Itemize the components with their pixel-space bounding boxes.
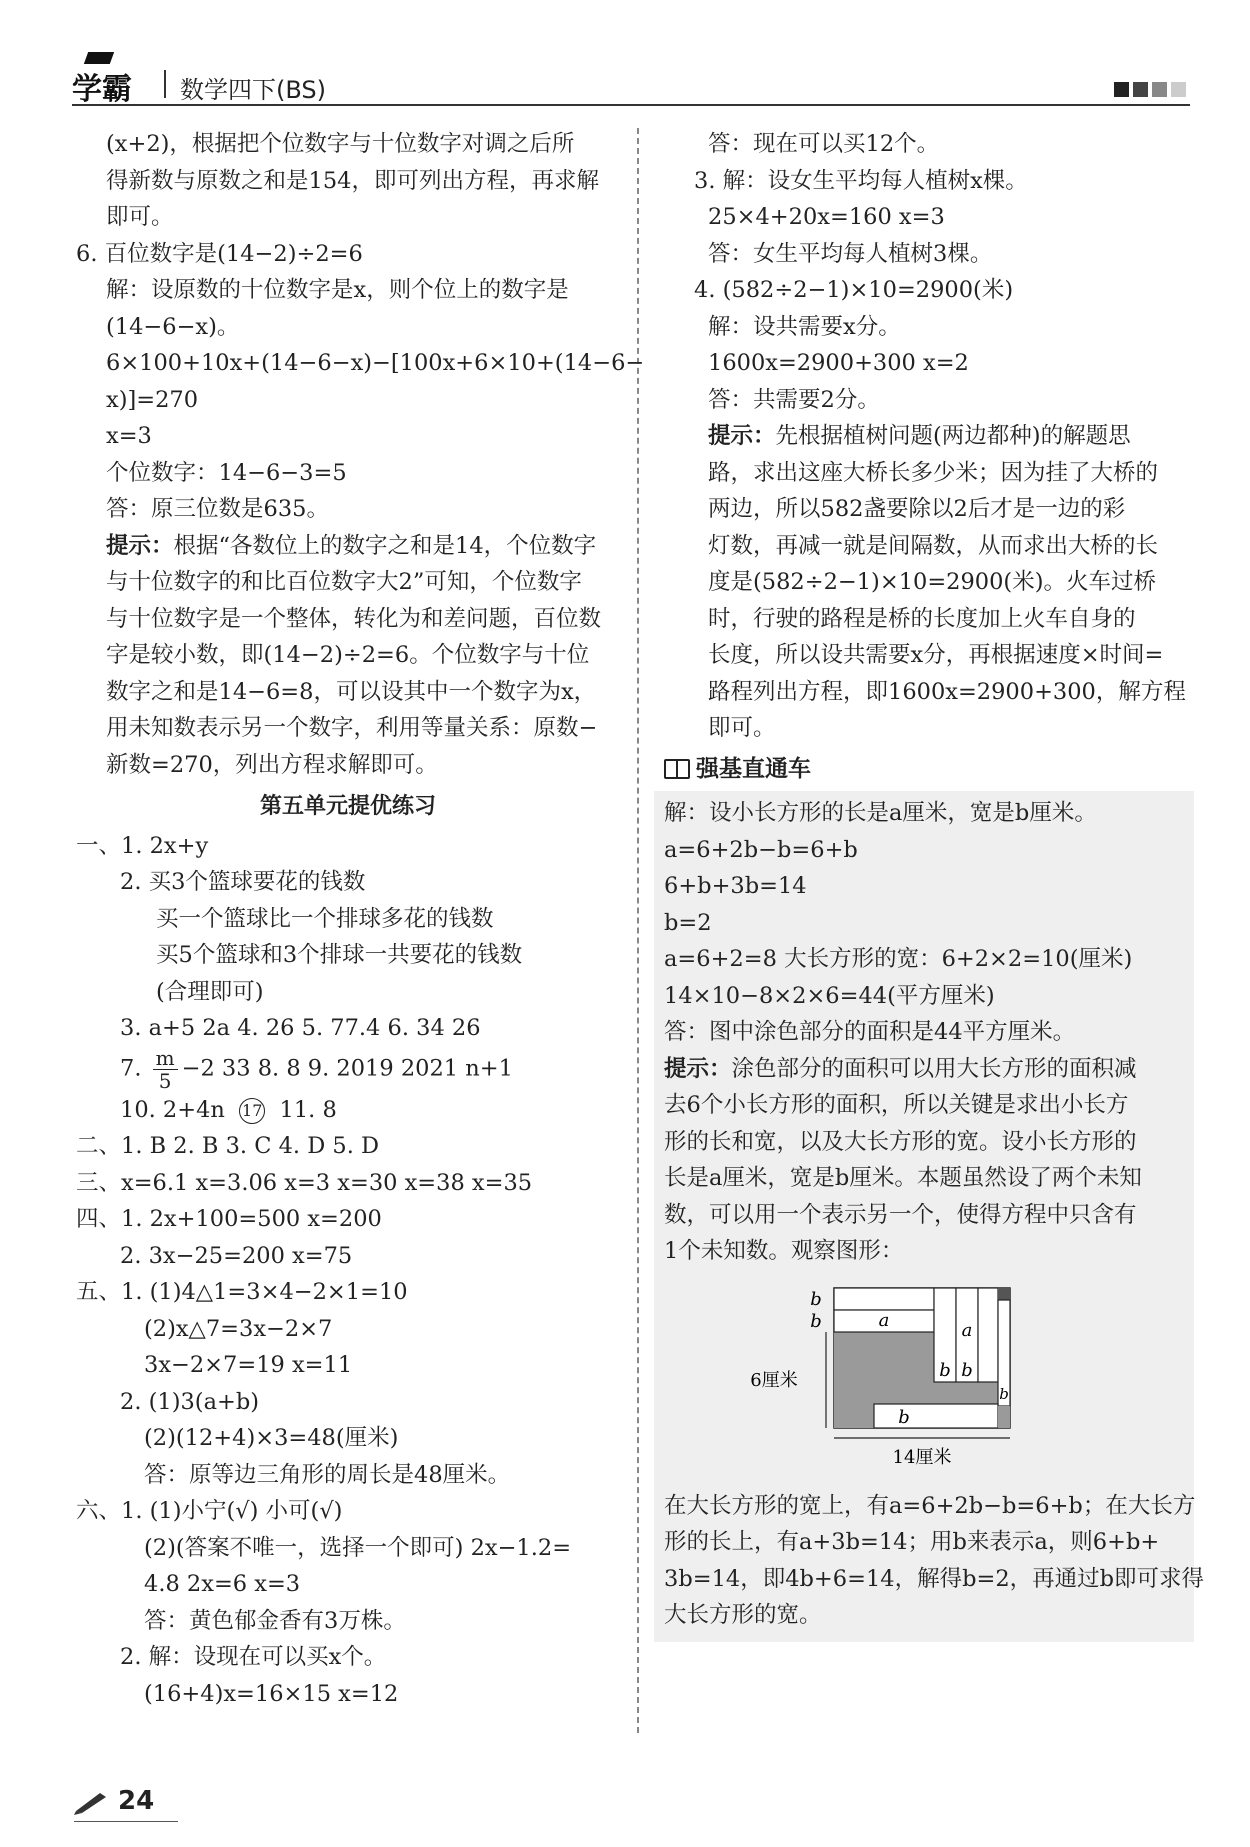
label-a-2: a	[961, 1319, 973, 1341]
tip-line: 形的长和宽，以及大长方形的宽。设小长方形的	[664, 1128, 1137, 1155]
answer-line: 解：设原数的十位数字是x，则个位上的数字是	[106, 277, 569, 303]
page-footer	[74, 1783, 184, 1823]
answer-line: 六、1. (1)小宁(√) 小可(√)	[76, 1498, 343, 1524]
answer-line: 6. 百位数字是(14−2)÷2=6	[76, 240, 363, 267]
header-square	[1114, 82, 1129, 97]
answer-line: 3. a+5 2a 4. 26 5. 77.4 6. 34 26	[120, 1015, 481, 1041]
answer-line: x)]=270	[106, 386, 199, 413]
answer-line: 解：设共需要x分。	[708, 313, 901, 340]
answer-line: (16+4)x=16×15 x=12	[144, 1680, 399, 1707]
rectangle-diagram	[664, 1278, 1184, 1478]
unit-section-title: 第五单元提优练习	[259, 794, 436, 819]
answer-line: 答：现在可以买12个。	[708, 131, 940, 157]
challenge-panel	[654, 791, 1205, 1642]
panel-solution-lines	[664, 795, 1184, 1051]
page-number: 24	[118, 1786, 155, 1816]
fraction: $\frac{m}{5}$	[153, 1047, 178, 1092]
logo: 学霸	[72, 72, 132, 107]
graduation-cap-icon	[84, 52, 114, 64]
solution-line: b=2	[664, 909, 712, 936]
answer-q10: 10. 2+4n 17 11. 8	[120, 1096, 337, 1123]
solution-line: 14×10−8×2×6=44(平方厘米)	[664, 982, 995, 1009]
tip-line: 时，行驶的路程是桥的长度加上火车自身的	[708, 605, 1136, 632]
answer-line: (合理即可)	[156, 978, 264, 1005]
header-separator	[164, 70, 166, 98]
answer-line: 四、1. 2x+100=500 x=200	[76, 1206, 382, 1232]
answer-line: 2. 3x−25=200 x=75	[120, 1242, 353, 1269]
page-header	[72, 62, 1190, 106]
answer-line: 二、1. B 2. B 3. C 4. D 5. D	[76, 1133, 380, 1159]
right-answer-lines	[664, 126, 1194, 418]
answer-line: (2)x△7=3x−2×7	[144, 1315, 333, 1342]
left-answer-lines	[76, 126, 645, 528]
explanation-line: 在大长方形的宽上，有a=6+2b−b=6+b；在大长方	[664, 1492, 1196, 1519]
left-tip	[76, 528, 620, 565]
header-square	[1171, 82, 1186, 97]
tip-line: 路程列出方程，即1600x=2900+300，解方程	[708, 678, 1186, 705]
header-square	[1133, 82, 1148, 97]
answer-line: 答：原等边三角形的周长是48厘米。	[144, 1461, 511, 1488]
right-tip	[664, 418, 1194, 455]
label-b-6: b	[898, 1406, 910, 1428]
explanation-line: 形的长上，有a+3b=14；用b来表示a，则6+b+	[664, 1529, 1160, 1555]
tip-line: 长度，所以设共需要x分，再根据速度×时间=	[708, 642, 1164, 668]
solution-line: a=6+2b−b=6+b	[664, 836, 858, 863]
answer-line: 买一个篮球比一个排球多花的钱数	[156, 905, 494, 932]
answer-line: 2. (1)3(a+b)	[120, 1388, 260, 1415]
answer-line: 1600x=2900+300 x=2	[708, 350, 969, 376]
answer-line: 答：黄色郁金香有3万株。	[144, 1607, 406, 1634]
answer-line: 2. 买3个篮球要花的钱数	[120, 869, 366, 895]
answer-line: 3. 解：设女生平均每人植树x棵。	[694, 167, 1028, 194]
answer-line: 2. 解：设现在可以买x个。	[120, 1644, 387, 1670]
tip-label: 提示：	[106, 532, 174, 559]
explanation-line: 3b=14，即4b+6=14，解得b=2，再通过b即可求得	[664, 1565, 1205, 1592]
book-icon	[664, 759, 690, 779]
left-column	[76, 126, 645, 1712]
tip-line: 数，可以用一个表示另一个，使得方程中只含有	[664, 1201, 1137, 1228]
header-square	[1152, 82, 1167, 97]
tip-line: 与十位数字是一个整体，转化为和差问题，百位数	[106, 605, 602, 632]
label-b-2: b	[810, 1310, 822, 1332]
book-title: 数学四下(BS)	[180, 76, 327, 104]
tip-line: 灯数，再减一就是间隔数，从而求出大桥的长	[708, 532, 1159, 559]
panel-explanation	[664, 1488, 1205, 1634]
label-b-4: b	[961, 1359, 973, 1381]
tip-line: 1个未知数。观察图形：	[664, 1238, 904, 1264]
solution-line: 解：设小长方形的长是a厘米，宽是b厘米。	[664, 800, 1097, 826]
tip-line: 两边，所以582盏要除以2后才是一边的彩	[708, 496, 1126, 522]
tip-line: 路，求出这座大桥长多少米；因为挂了大桥的	[708, 459, 1159, 486]
solution-line: a=6+2=8 大长方形的宽：6+2×2=10(厘米)	[664, 946, 1133, 972]
answer-line: 答：共需要2分。	[708, 386, 880, 413]
panel-tip: 提示：涂色部分的面积可以用大长方形的面积减	[664, 1055, 1137, 1082]
answer-line: (2)(答案不唯一，选择一个即可) 2x−1.2=	[144, 1534, 572, 1561]
answer-line: x=3	[106, 423, 152, 449]
label-b-1: b	[810, 1288, 822, 1310]
answer-line: 25×4+20x=160 x=3	[708, 204, 945, 230]
corner-shaded	[998, 1288, 1010, 1300]
answer-line: (2)(12+4)×3=48(厘米)	[144, 1425, 399, 1451]
width-label: 14厘米	[892, 1446, 952, 1468]
answer-line: 得新数与原数之和是154，即可列出方程，再求解	[106, 167, 599, 194]
tip-line: 即可。	[708, 715, 776, 741]
small-rect-5	[978, 1288, 998, 1382]
label-a-1: a	[878, 1309, 890, 1331]
challenge-section-title: 强基直通车	[664, 751, 1194, 788]
unit-answers-b	[76, 1128, 620, 1712]
tip-first-line: 先根据植树问题(两边都种)的解题思	[775, 423, 1131, 449]
answer-line: (x+2)，根据把个位数字与十位数字对调之后所	[106, 131, 575, 157]
answer-line: 一、1. 2x+y	[76, 832, 209, 859]
answer-line: 个位数字：14−6−3=5	[106, 459, 347, 486]
answer-q7: 7. $\frac{m}{5}$ −2 33 8. 8 9. 2019 2021 n+1	[120, 1045, 513, 1093]
answer-line: 买5个篮球和3个排球一共要花的钱数	[156, 942, 523, 968]
answer-line: (14−6−x)。	[106, 313, 240, 340]
tip-line: 数字之和是14−6=8，可以设其中一个数字为x，	[106, 678, 597, 705]
explanation-line: 大长方形的宽。	[664, 1602, 822, 1628]
tip-line: 去6个小长方形的面积，所以关键是求出小长方	[664, 1092, 1129, 1118]
rectangle-figure	[664, 1278, 1184, 1478]
answer-line: 五、1. (1)4△1=3×4−2×1=10	[76, 1279, 408, 1305]
right-column	[664, 126, 1205, 1642]
circled-number: 17	[239, 1098, 265, 1124]
tip-line: 与十位数字的和比百位数字大2”可知，个位数字	[106, 569, 582, 595]
answer-line: 答：原三位数是635。	[106, 496, 329, 522]
small-rect-7	[874, 1404, 998, 1428]
answer-line: 三、x=6.1 x=3.06 x=3 x=30 x=38 x=35	[76, 1169, 533, 1196]
panel-tip-rest	[664, 1087, 1184, 1270]
tip-line: 度是(582÷2−1)×10=2900(米)。火车过桥	[708, 569, 1156, 595]
footer-underline	[74, 1821, 178, 1822]
tip-first-line: 根据“各数位上的数字之和是14，个位数字	[173, 532, 597, 559]
tip-line: 字是较小数，即(14−2)÷2=6。个位数字与十位	[106, 642, 590, 668]
answer-line: 4.8 2x=6 x=3	[144, 1571, 301, 1597]
tip-label: 提示：	[664, 1055, 732, 1082]
answer-line: 即可。	[106, 204, 174, 230]
unit-answers-a	[76, 828, 620, 1047]
right-tip-rest	[664, 455, 1194, 747]
tip-label: 提示：	[708, 423, 776, 449]
label-b-3: b	[939, 1359, 951, 1381]
answer-line: 6×100+10x+(14−6−x)−[100x+6×10+(14−6−	[106, 350, 645, 376]
solution-line: 答：图中涂色部分的面积是44平方厘米。	[664, 1019, 1076, 1045]
small-rect-1	[834, 1288, 934, 1310]
tip-line: 长是a厘米，宽是b厘米。本题虽然设了两个未知	[664, 1165, 1142, 1191]
answer-line: 3x−2×7=19 x=11	[144, 1352, 353, 1378]
header-decoration	[1110, 82, 1186, 101]
tip-line: 新数=270，列出方程求解即可。	[106, 751, 438, 778]
height-label: 6厘米	[750, 1369, 798, 1391]
answer-line: 答：女生平均每人植树3棵。	[708, 240, 993, 267]
solution-line: 6+b+3b=14	[664, 873, 807, 899]
answer-line: 4. (582÷2−1)×10=2900(米)	[694, 277, 1014, 303]
left-tip-rest	[76, 564, 620, 783]
pencil-icon	[74, 1791, 110, 1815]
tip-line: 用未知数表示另一个数字，利用等量关系：原数−	[106, 715, 598, 741]
label-b-5: b	[999, 1384, 1009, 1403]
shaded-corner	[998, 1406, 1010, 1428]
